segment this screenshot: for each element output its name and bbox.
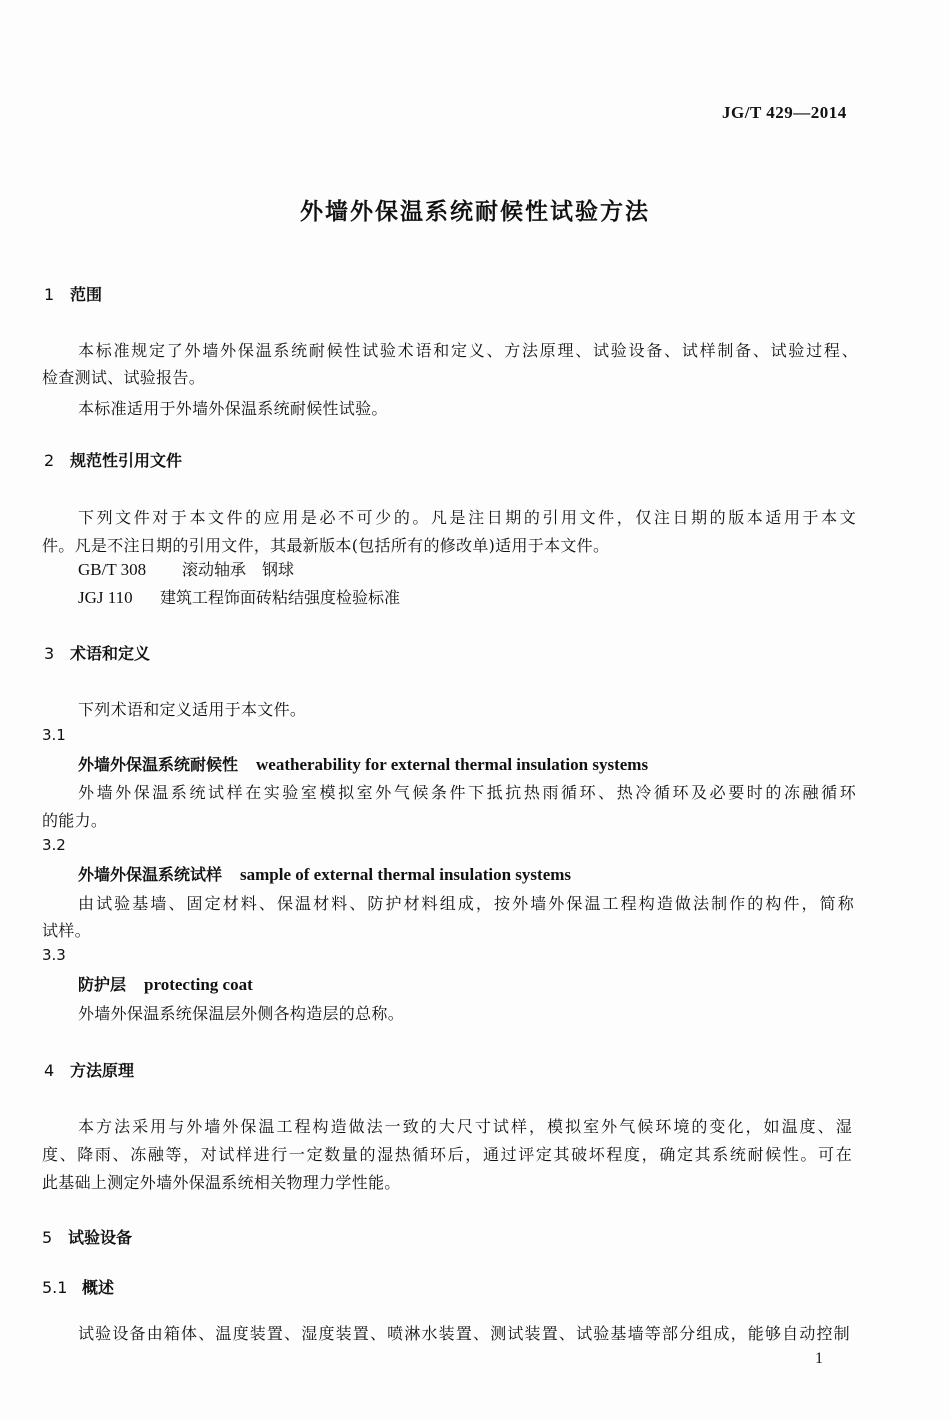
paragraph-line: 试验设备由箱体、温度装置、湿度装置、喷淋水装置、测试装置、试验基墙等部分组成，能够自动控制	[78, 1324, 850, 1343]
section-heading-principle	[44, 1058, 134, 1081]
subsection-number: 5.1	[42, 1278, 68, 1297]
term-definition-line: 试样。	[42, 921, 91, 940]
paragraph-line: 本方法采用与外墙外保温工程构造做法一致的大尺寸试样，模拟室外气候环境的变化，如温度、湿	[78, 1117, 852, 1136]
section-number: 2	[44, 451, 55, 470]
term-chinese: 外墙外保温系统试样	[78, 865, 223, 884]
section-title: 方法原理	[70, 1061, 135, 1080]
standard-number: JG/T 429—2014	[722, 103, 847, 122]
section-title: 试验设备	[68, 1228, 133, 1247]
term-definition-line: 外墙外保温系统保温层外侧各构造层的总称。	[78, 1004, 405, 1023]
reference-title: 滚动轴承 钢球	[182, 560, 295, 579]
section-heading-apparatus	[42, 1225, 132, 1248]
term-english: sample of external thermal insulation systems	[240, 865, 572, 884]
reference-item	[78, 557, 294, 580]
paragraph: 下列术语和定义适用于本文件。	[78, 700, 307, 719]
section-heading-normative-references	[44, 448, 182, 471]
term-english: protecting coat	[144, 975, 253, 994]
reference-item	[78, 585, 400, 608]
term-entry	[78, 752, 648, 775]
paragraph-line: 下列文件对于本文件的应用是必不可少的。凡是注日期的引用文件，仅注日期的版本适用于本文	[78, 508, 856, 527]
document-title: 外墙外保温系统耐候性试验方法	[300, 199, 650, 225]
term-definition-line: 外墙外保温系统试样在实验室模拟室外气候条件下抵抗热雨循环、热冷循环及必要时的冻融循环	[78, 783, 856, 802]
clause-number: 3.2	[42, 836, 66, 854]
term-chinese: 防护层	[78, 975, 127, 994]
section-heading-terms	[44, 641, 150, 664]
section-title: 术语和定义	[70, 644, 151, 663]
clause-number: 3.3	[42, 946, 66, 964]
paragraph-line: 检查测试、试验报告。	[42, 368, 206, 387]
paragraph-line: 件。凡是不注日期的引用文件，其最新版本(包括所有的修改单)适用于本文件。	[42, 536, 610, 555]
term-chinese: 外墙外保温系统耐候性	[78, 755, 239, 774]
term-english: weatherability for external thermal insulation systems	[256, 755, 649, 774]
paragraph-line: 度、降雨、冻融等，对试样进行一定数量的湿热循环后，通过评定其破坏程度，确定其系统耐候性。可在	[42, 1145, 852, 1164]
reference-title: 建筑工程饰面砖粘结强度检验标准	[160, 588, 401, 607]
term-definition-line: 的能力。	[42, 811, 108, 830]
section-title: 规范性引用文件	[70, 451, 183, 470]
section-number: 3	[44, 644, 55, 663]
subsection-heading-overview	[42, 1275, 114, 1298]
section-number: 5	[42, 1228, 53, 1247]
section-number: 4	[44, 1061, 55, 1080]
term-entry	[78, 972, 253, 995]
reference-code: JGJ 110	[78, 588, 133, 607]
term-definition-line: 由试验基墙、固定材料、保温材料、防护材料组成，按外墙外保温工程构造做法制作的构件，简称	[78, 894, 854, 913]
section-heading-scope	[44, 282, 102, 305]
subsection-title: 概述	[82, 1278, 115, 1297]
section-number: 1	[44, 285, 55, 304]
reference-code: GB/T 308	[78, 560, 147, 579]
section-title: 范围	[70, 285, 103, 304]
paragraph: 本标准适用于外墙外保温系统耐候性试验。	[78, 399, 388, 418]
paragraph-line: 本标准规定了外墙外保温系统耐候性试验术语和定义、方法原理、试验设备、试样制备、试验过程、	[78, 341, 858, 360]
clause-number: 3.1	[42, 726, 66, 744]
paragraph-line: 此基础上测定外墙外保温系统相关物理力学性能。	[42, 1173, 401, 1192]
page-number: 1	[815, 1350, 823, 1367]
term-entry	[78, 862, 571, 885]
